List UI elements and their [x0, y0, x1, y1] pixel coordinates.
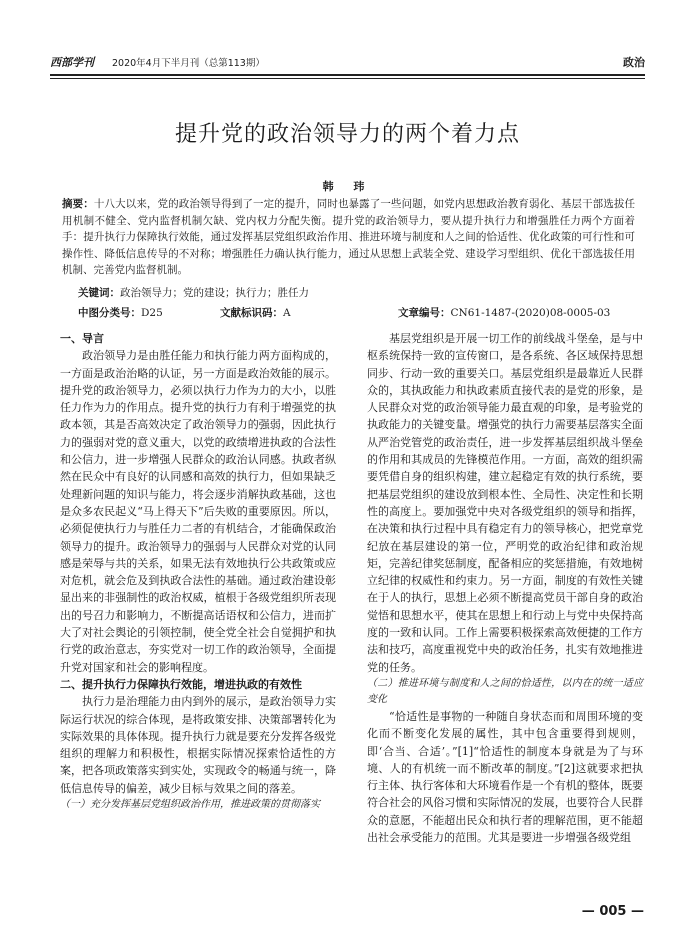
- article-author: 韩 玮: [322, 180, 373, 193]
- journal-name: 西部学刊: [50, 56, 94, 69]
- section-heading-intro: 一、导言: [60, 332, 104, 345]
- subsection-heading: （一）充分发挥基层党组织政治作用，推进政策的贯彻落实: [60, 799, 320, 811]
- keywords-text: 政治领导力；党的建设；执行力；胜任力: [120, 287, 309, 299]
- header-rule-thick: [50, 74, 645, 76]
- paragraph: 执行力是治理能力由内到外的展示，是政治领导力实际运行状况的综合体现，是将政策安排、决策部署转化为实际效果的具体体现。提升执行力就是要充分发挥各级党组织的理解力和积极性，根据实际情况探索恰适性的方案，把各项政策落实到实处，实现政令的畅通与统一，降低信息传导的偏差，减少目标与效果之间的落差。: [60, 695, 336, 795]
- issue-info: 2020年4月下半月刊（总第113期）: [112, 58, 265, 69]
- clc-value: D25: [141, 307, 163, 319]
- running-header: [50, 52, 645, 72]
- doc-code: [220, 305, 291, 320]
- paragraph: 基层党组织是开展一切工作的前线战斗堡垒，是与中枢系统保持一致的宣传窗口，是各系统、各区域保持思想同步、行动一致的重要关口。基层党组织是最靠近人民群众的，其执政能力和执政素质直接代表的是党的形象，是人民群众对党的政治领导能力最直观的印象，是考验党的执政能力的关键变量。增强党的执行力需要基层落实全面从严治党管党的政治责任，进一步发挥基层组织战斗堡垒的作用和其成员的先锋模范作用。一方面，高效的组织需要凭借自身的组织构建，建立起稳定有效的执行系统，要把基层党组织的建设放到根本性、全局性、决定性和长期性的高度上。要加强党中央对各级党组织的领导和指挥，在决策和执行过程中具有稳定有力的领导核心，把党章党纪放在基层建设的第一位，严明党的政治纪律和政治规矩，完善纪律奖惩制度，配备相应的奖惩措施，有效地树立纪律的权威性和约束力。另一方面，制度的有效性关键在于人的执行，思想上必须不断提高党员干部自身的政治觉悟和思想水平，使其在思想上和行动上与党中央保持高度的一致和认同。工作上需要积极探索高效便捷的工作方法和技巧，高度重视党中央的政治任务，扎实有效地推进党的任务。: [367, 332, 643, 674]
- keywords: [78, 285, 309, 300]
- abstract-text: 十八大以来，党的政治领导得到了一定的提升，同时也暴露了一些问题，如党内思想政治教育弱化、基层干部选拔任用机制不健全、党内监督机制欠缺、党内权力分配失衡。提升党的政治领导力，要从提升执行力和增强胜任力两个方面着手：提升执行力保障执行效能，通过发挥基层党组织政治作用、推进环境与制度和人之间的恰适性、优化政策的可行性和可操作性、降低信息传导的不对称；增强胜任力确认执行能力，通过从思想上武装全党、建设学习型组织、优化干部选拔任用机制、完善党内监督机制。: [62, 198, 636, 276]
- doc-value: A: [283, 307, 291, 319]
- clc-number: [78, 305, 163, 320]
- keywords-label: 关键词：: [78, 287, 120, 299]
- subsection-heading: （二）推进环境与制度和人之间的恰适性，以内在的统一适应变化: [367, 677, 643, 705]
- article-number: [398, 305, 610, 320]
- body-column-right: [367, 330, 643, 846]
- header-rule-thin: [50, 78, 645, 79]
- page-number: — 005 —: [581, 904, 644, 919]
- clc-label: 中图分类号：: [78, 307, 141, 319]
- abstract: [62, 196, 635, 279]
- paragraph: “恰适性是事物的一种随自身状态而和周围环境的变化而不断变化发展的属性，其中包含重要得到规则，即‘合当、合适’。”[1]“恰适性的制度本身就是为了与环境、人的有机统一而不断改革的制度。”[2]这就要求把执行主体、执行客体和大环境看作是一个有机的整体，既要符合社会的风俗习惯和实际情况的发展，也要符合人民群众的意愿，不能超出民众和执行者的理解范围，更不能超出社会承受能力的范围。尤其是要进一步增强各级党组: [367, 709, 643, 845]
- abstract-label: 摘要：: [62, 198, 94, 210]
- doc-label: 文献标识码：: [220, 307, 283, 319]
- section-label: 政治: [623, 56, 645, 69]
- section-heading-execution: 二、提升执行力保障执行效能，增进执政的有效性: [60, 677, 302, 691]
- article-title: 提升党的政治领导力的两个着力点: [174, 122, 520, 147]
- body-column-left: [60, 330, 336, 813]
- article-number-value: CN61-1487-(2020)08-0005-03: [450, 307, 611, 319]
- article-number-label: 文章编号：: [398, 307, 451, 319]
- paragraph: 政治领导力是由胜任能力和执行能力两方面构成的，一方面是政治治略的认证，另一方面是政治效能的展示。提升党的政治领导力，必须以执行力作为力的大小，以胜任力作为力的作用点。提升党的执行力有利于增强党的执政本领，其是否高效决定了政治领导力的强弱，因此执行力的强弱对党的意义重大，以党的政绩增进执政的合法性和公信力，进一步增强人民群众的政治认同感。执政者纵然在民众中有良好的认同感和高效的执行力，但如果缺乏处理新问题的知识与能力，将会逐步消解执政基础，这也是众多农民起义“马上得天下”后失败的重要原因。所以，必须促使执行力与胜任力二者的有机结合，才能确保政治领导力的提升。政治领导力的强弱与人民群众对党的认同感是荣辱与共的关系，如果无法有效地执行公共政策或应对危机，就会危及到执政合法性的基础。通过政治建设彰显出来的非强制性的政治权威，植根于各级党组织所表现出的号召力和影响力，不断提高话语权和公信力，进而扩大了对社会舆论的引领控制，使全党全社会自觉拥护和执行党的政治意志，夯实党对一切工作的政治领导，全面提升党对国家和社会的影响程度。: [60, 349, 336, 674]
